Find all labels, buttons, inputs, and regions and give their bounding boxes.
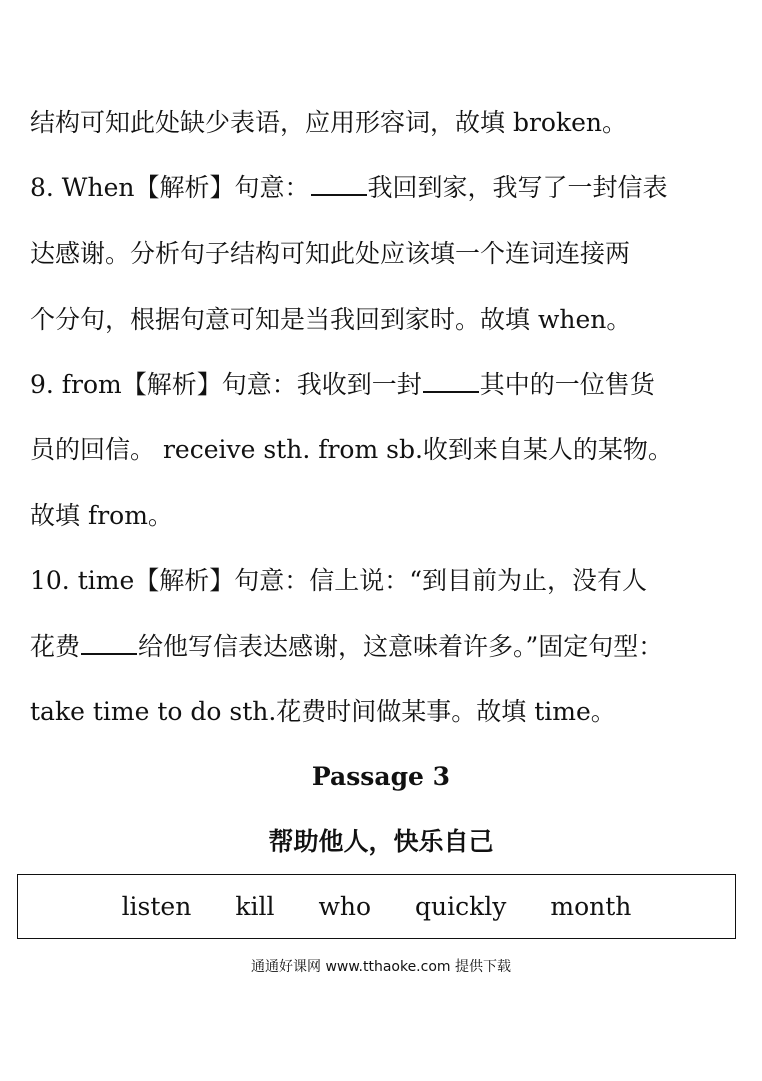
word-kill: kill xyxy=(235,892,275,921)
line-9 xyxy=(30,627,663,667)
word-listen: listen xyxy=(121,892,192,921)
line-5 xyxy=(30,365,655,405)
answer-9-text: 其中的一位售货 xyxy=(479,370,655,399)
line-1: 结构可知此处缺少表语，应用形容词，故填 broken。 xyxy=(30,108,627,137)
answer-8-label: 8. When【解析】句意： xyxy=(30,173,310,202)
line-10: take time to do sth.花费时间做某事。故填 time。 xyxy=(30,697,616,726)
footer: 通通好课网 www.tthaoke.com 提供下载 xyxy=(251,959,511,975)
line-7: 故填 from。 xyxy=(30,501,173,530)
blank-8 xyxy=(311,168,367,196)
word-who: who xyxy=(318,892,372,921)
line-3: 达感谢。分析句子结构可知此处应该填一个连词连接两 xyxy=(30,239,631,268)
answer-8-text: 我回到家，我写了一封信表 xyxy=(367,173,668,202)
blank-10 xyxy=(81,627,137,655)
word-box xyxy=(17,874,736,939)
answer-10-prefix: 花费 xyxy=(30,632,81,661)
passage-subtitle: 帮助他人，快乐自己 xyxy=(268,827,494,856)
line-4: 个分句，根据句意可知是当我回到家时。故填 when。 xyxy=(30,305,632,334)
word-month: month xyxy=(550,892,632,921)
line-6: 员的回信。 receive sth. from sb.收到来自某人的某物。 xyxy=(30,435,673,464)
answer-10-text: 给他写信表达感谢，这意味着许多。”固定句型： xyxy=(138,632,664,661)
blank-9 xyxy=(423,365,479,393)
word-quickly: quickly xyxy=(415,892,507,921)
answer-9-label: 9. from【解析】句意：我收到一封 xyxy=(30,370,422,399)
passage-title: Passage 3 xyxy=(311,762,451,791)
line-8: 10. time【解析】句意：信上说：“到目前为止，没有人 xyxy=(30,566,648,595)
line-2 xyxy=(30,168,668,208)
